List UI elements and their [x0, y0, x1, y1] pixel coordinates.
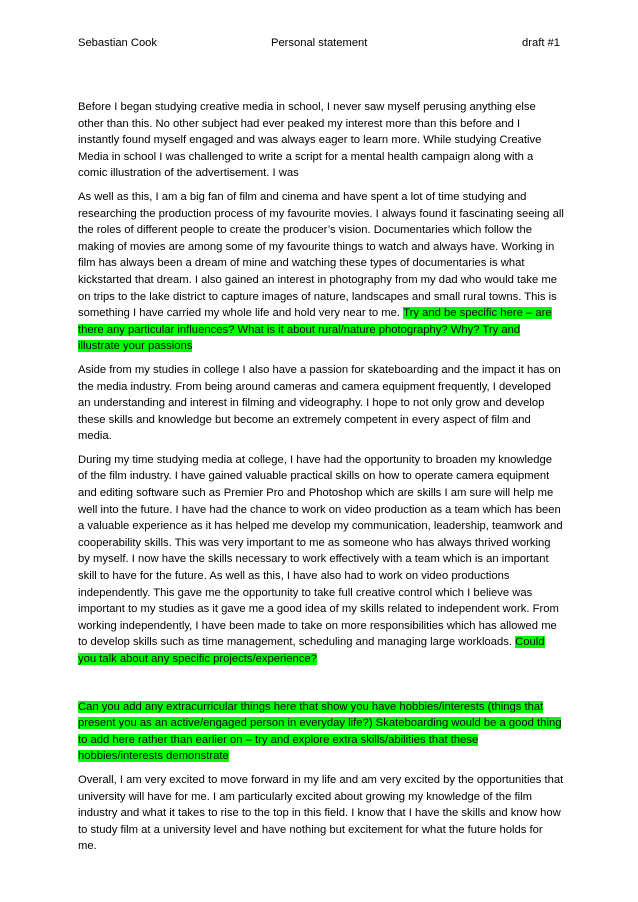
feedback-comment-extracurricular: Can you add any extracurricular things here that show you have hobbies/interests (things that present you as an active/engaged person in everyday life?) Skateboarding would be a good thing to add here rather than earlier on – try and explore extra skills/abilities that these hobbies/interests demonstrate: [78, 700, 562, 763]
paragraph-conclusion: [78, 772, 564, 855]
paragraph-extracurricular-comment: [78, 699, 564, 765]
paragraph-conclusion-text: Overall, I am very excited to move forward in my life and am very excited by the opportunities that university will have for me. I am particularly excited about growing my knowledge of the film industry and what it takes to rise to the top in this field. I know that I have the skills and know how to study film at a university level and have nothing but excitement for what the future holds for me.: [78, 773, 564, 853]
feedback-comment-influences: Try and be specific here – are there any particular influences? What is it about rural/nature photography? Why? Try and illustrate your passions: [78, 307, 552, 353]
paragraph-film-interest: [78, 189, 564, 355]
header-author: Sebastian Cook: [78, 37, 157, 49]
header-draft-label: draft #1: [522, 37, 560, 49]
paragraph-skateboarding: [78, 362, 564, 445]
paragraph-college: [78, 452, 564, 668]
header-title: Personal statement: [271, 37, 368, 49]
paragraph-film-interest-text: As well as this, I am a big fan of film and cinema and have spent a lot of time studying and researching the production process of my favourite movies. I always found it fascinating seeing all the roles of different people to create the producer’s vision. Documentaries which follow the making of movies are among some of my favourite things to watch and always have. Working in film has always been a dream of mine and watching these types of documentaries is what kickstarted that dream. I also gained an interest in photography from my dad who would take me on trips to the lake district to capture images of nature, landscapes and small rural towns. This is something I have carried my whole life and hold very near to me.: [78, 190, 564, 320]
paragraph-college-text: During my time studying media at college, I have had the opportunity to broaden my knowledge of the film industry. I have gained valuable practical skills on how to operate camera equipment and editing software such as Premier Pro and Photoshop which are skills I am sure will help me well into the future. I have had the chance to work on video production as a team which has been a valuable experience as it has helped me develop my communication, leadership, teamwork and cooperability skills. This was very important to me as someone who has always thrived working by myself. I now have the skills necessary to work effectively with a team which is an important skill to have for the future. As well as this, I have also had to work on video productions independently. This gave me the opportunity to take full creative control which I believe was important to my studies as it gave me a good idea of my skills related to independent work. From working independently, I have been made to take on more responsibilities which has allowed me to develop skills such as time management, scheduling and managing large workloads.: [78, 453, 563, 649]
paragraph-spacer: [78, 675, 564, 699]
paragraph-intro: [78, 99, 564, 182]
paragraph-skateboarding-text: Aside from my studies in college I also have a passion for skateboarding and the impact it has on the media industry. From being around cameras and camera equipment frequently, I developed an understanding and interest in filming and videography. I hope to not only grow and develop these skills and knowledge but become an extremely competent in every aspect of film and media.: [78, 363, 561, 443]
page-header: [78, 37, 560, 53]
feedback-comment-projects: Could you talk about any specific projects/experience?: [78, 636, 545, 665]
document-body: [78, 99, 564, 862]
paragraph-intro-text: Before I began studying creative media in school, I never saw myself perusing anything else other than this. No other subject had ever peaked my interest more than this before and I instantly found myself engaged and was always eager to learn more. While studying Creative Media in school I was challenged to write a script for a mental health campaign along with a comic illustration of the advertisement. I was: [78, 101, 542, 180]
